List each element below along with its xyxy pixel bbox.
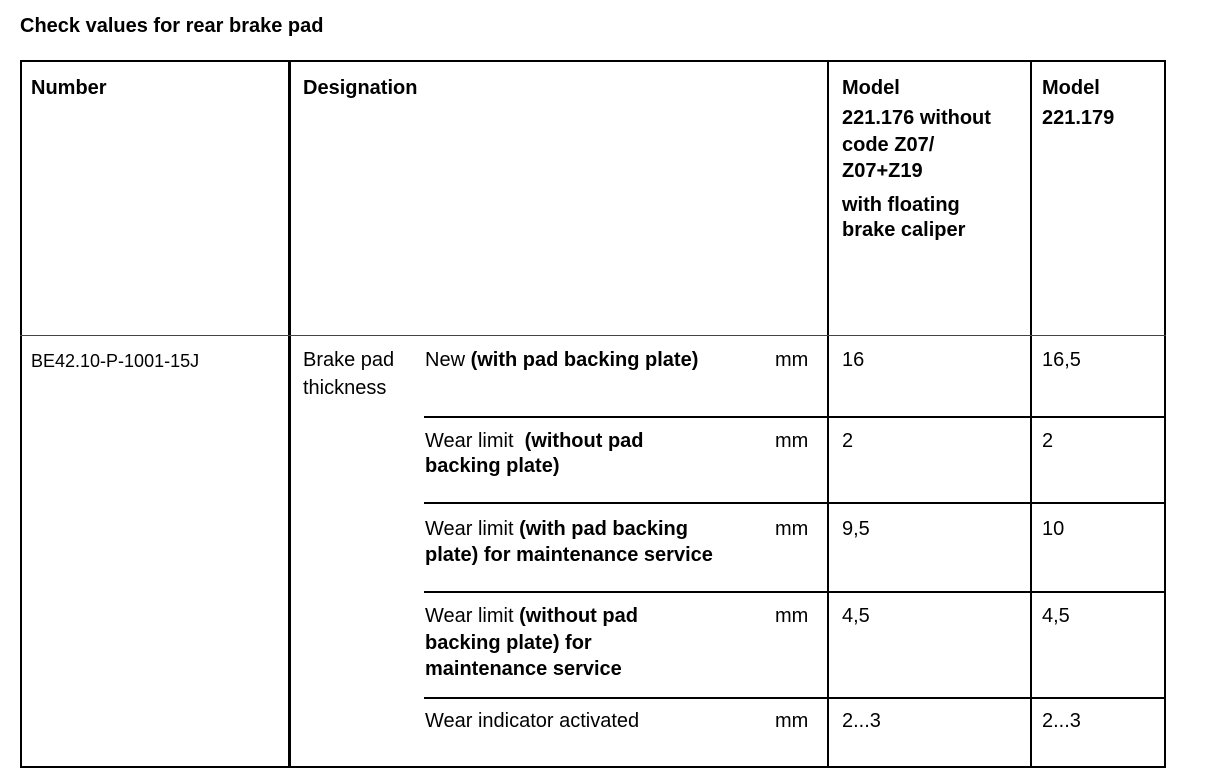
- table-row-4-model2: 4,5: [1042, 605, 1070, 627]
- table-row-2-model2: 2: [1042, 430, 1054, 452]
- row-divider-3: [424, 591, 1166, 593]
- table-row-2-model1: 2: [842, 430, 854, 452]
- table-row-4-designation: [425, 603, 638, 629]
- row-1-bold: (with pad backing plate): [470, 349, 699, 371]
- table-row-5-designation: Wear indicator activated: [425, 710, 640, 732]
- table-row-4-designation-line2: backing plate) for: [425, 632, 592, 654]
- header-designation: Designation: [303, 77, 418, 99]
- table-row-1-model1: 16: [842, 349, 865, 371]
- group-number: BE42.10-P-1001-15J: [31, 351, 200, 371]
- column-divider-number: [288, 60, 291, 768]
- table-row-5-unit: mm: [775, 710, 809, 732]
- table-row-2-designation: [425, 428, 644, 454]
- row-divider-4: [424, 697, 1166, 699]
- table-row-3-model1: 9,5: [842, 518, 870, 540]
- row-divider-1: [424, 416, 1166, 418]
- header-model2-label: Model: [1042, 77, 1100, 99]
- row-3-bold: (with pad backing: [519, 518, 688, 540]
- header-model1-line3: Z07+Z19: [842, 160, 923, 182]
- row-4-bold: (without pad: [519, 605, 638, 627]
- header-bottom-border: [20, 335, 1166, 336]
- header-model1-line5: brake caliper: [842, 219, 966, 241]
- table-bottom-border: [20, 766, 1166, 768]
- header-model1-line4: with floating: [842, 194, 960, 216]
- group-designation-line1: Brake pad: [303, 349, 395, 371]
- row-1-plain: New: [425, 349, 471, 371]
- table-row-1-unit: mm: [775, 349, 809, 371]
- table-row-5-model2: 2...3: [1042, 710, 1081, 732]
- row-2-plain: Wear limit: [425, 430, 520, 452]
- table-row-3-unit: mm: [775, 518, 809, 540]
- row-2-bold: (without pad: [524, 430, 644, 452]
- table-row-1-designation: [425, 347, 698, 373]
- table-row-1-model2: 16,5: [1042, 349, 1081, 371]
- table-row-4-designation-line3: maintenance service: [425, 658, 622, 680]
- header-model2-line1: 221.179: [1042, 107, 1115, 129]
- table-row-3-designation: [425, 516, 688, 542]
- header-model1-line1: 221.176 without: [842, 107, 991, 129]
- row-3-plain: Wear limit: [425, 518, 520, 540]
- table-left-border: [20, 60, 22, 768]
- column-divider-model2: [1030, 60, 1032, 768]
- table-row-3-designation-line2: plate) for maintenance service: [425, 544, 713, 566]
- group-designation-line2: thickness: [303, 377, 387, 399]
- table-row-2-unit: mm: [775, 430, 809, 452]
- row-4-plain: Wear limit: [425, 605, 520, 627]
- table-row-5-model1: 2...3: [842, 710, 881, 732]
- table-top-border: [20, 60, 1166, 62]
- column-divider-model1: [827, 60, 829, 768]
- row-divider-2: [424, 502, 1166, 504]
- table-right-border: [1164, 60, 1166, 768]
- table-row-2-designation-line2: backing plate): [425, 455, 560, 477]
- table-row-4-model1: 4,5: [842, 605, 870, 627]
- header-model1-label: Model: [842, 77, 900, 99]
- table-row-3-model2: 10: [1042, 518, 1065, 540]
- header-number: Number: [31, 77, 107, 99]
- page-title: Check values for rear brake pad: [20, 15, 324, 37]
- header-model1-line2: code Z07/: [842, 134, 935, 156]
- table-row-4-unit: mm: [775, 605, 809, 627]
